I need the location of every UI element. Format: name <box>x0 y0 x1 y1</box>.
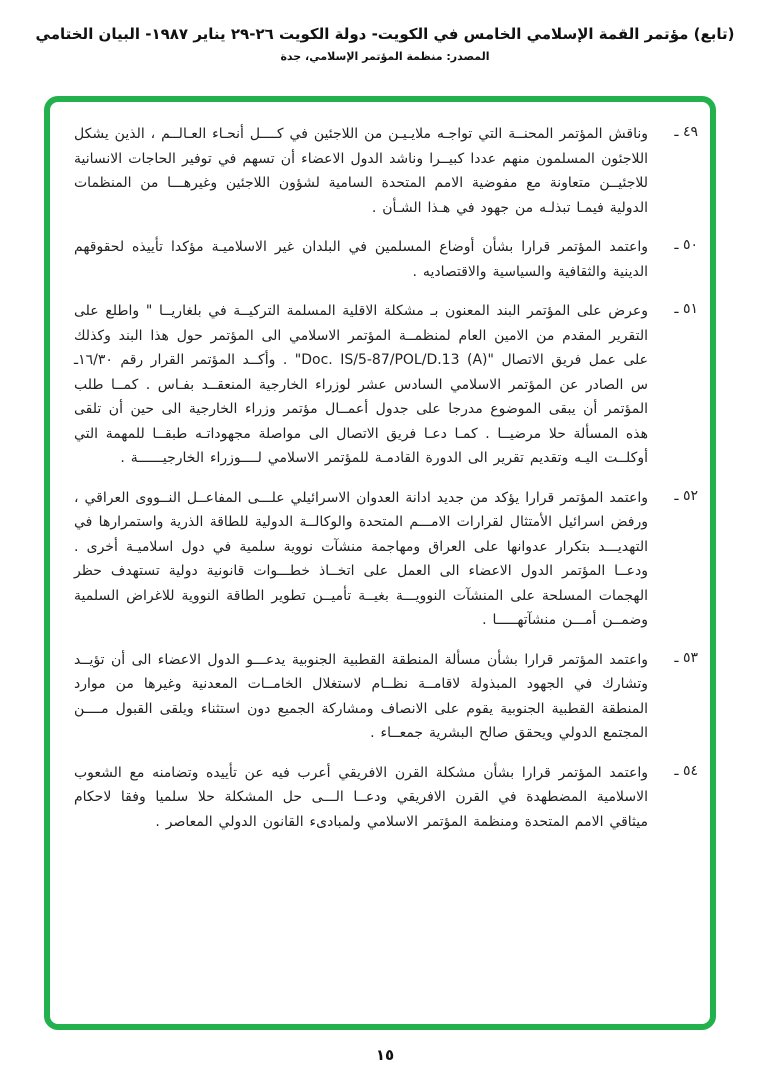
paragraph-text: وناقش المؤتمر المحنــة التي تواجـه ملايـيـن من اللاجئين في كــــل أنحـاء العـالــم ، الذين يشكل اللاجئون المسلمون منهم عددا كبيــرا وناشد الدول الاعضاء أن تسهم في توفير الحاجات الانسانية للاجئيــن متعاونة مع مفوضية الامم المتحدة السامية لشؤون اللاجئين وغيرهـــا من المنظمات الدولية فيمـا تبذلـه من جهود في هـذا الشـأن . <box>74 126 648 216</box>
document-frame <box>44 96 716 1030</box>
paragraph-number: ٤٩ ـ <box>674 124 698 140</box>
document-header <box>0 0 770 63</box>
paragraph-text: واعتمد المؤتمر قرارا بشأن أوضاع المسلمين في البلدان غير الاسلاميـة مؤكدا تأييذه لحقوقهم الدينية والثقافية والسياسية والاقتصاديه . <box>74 239 648 280</box>
paragraph-number: ٥٢ ـ <box>674 487 698 504</box>
paragraph-item-53 <box>66 648 698 746</box>
paragraph-item-54 <box>66 761 698 835</box>
paragraph-number: ٥٤ ـ <box>674 762 698 779</box>
paragraph-number: ٥١ ـ <box>674 301 698 317</box>
paragraph-item-51 <box>66 299 698 471</box>
page-number: ١٥ <box>375 1046 395 1064</box>
paragraph-text: واعتمد المؤتمر قرارا يؤكد من جديد ادانة العدوان الاسرائيلي علـــى المفاعــل النــووى العراقي ، ورفض اسرائيل الأمتثال لقرارات الامـــم المتحدة والوكالــة الدولية للطاقة الذرية واستمرارها في التهديـــد بتكرار عدوانها على العراق ومهاجمة منشآت نووية سلمية في دول اسلاميـة أخرى . ودعــا المؤتمر الدول الاعضاء الى العمل على اتخــاذ خطـــوات قانونية دولية تستهدف حظر الهجمات المسلحة على المنشآت النوويـــة بغيــة تأميــن تطوير الطاقة النووية للاغراض السلمية وضمــن أمـــن منشآتهـــــا . <box>74 489 648 628</box>
paragraph-item-49 <box>66 122 698 220</box>
paragraph-number: ٥٠ ـ <box>674 237 698 253</box>
source-line: المصدر: منظمة المؤتمر الإسلامي، جدة <box>280 50 490 63</box>
paragraph-number: ٥٣ ـ <box>674 649 698 666</box>
page-title: (تابع) مؤتمر القمة الإسلامي الخامس في الكويت- دولة الكويت ‎٢٦-٢٩‎ يناير ١٩٨٧- البيان الختامي <box>35 25 735 43</box>
paragraph-text: واعتمد المؤتمر قرارا بشأن مسألة المنطقة القطبية الجنوبية يدعـــو الدول الاعضاء الى أن تؤيــد وتشارك في الجهود المبذولة لاقامــة نظــام لاستغلال الخامــات المعدنية وغيرها من موارد المنطقة القطبية الجنوبية يقوم على الانصاف ومشاركة الجميع دون استثناء ويلقى القبول مــــن المجتمع الدولي ويحقق صالح البشرية جمعــاء . <box>74 651 648 741</box>
paragraph-item-50 <box>66 235 698 284</box>
paragraph-text: وعرض على المؤتمر البند المعنون بـ مشكلة الاقلية المسلمة التركيــة في بلغاريــا " واطلع على التقرير المقدم من الامين العام لمنظمــة المؤتمر الاسلامي الى المؤتمر حول هذا البند وكذلك على عمل فريق الاتصال "Doc. IS/5-87/POL/D.13 (A)" . وأكــد المؤتمر القرار رقم ١٦/٣٠ـ س الصادر عن المؤتمر الاسلامي السادس عشر لوزراء الخارجية المنعقــد بفـاس . كمــا طلب المؤتمر أن يبقى الموضوع مدرجا على جدول أعمــال مؤتمر وزراء الخارجية الى حين أن تلقى هذه المسألة حلا مرضيــا . كمـا دعـا فريق الاتصال الى مواصلة مجهوداتـه طبقــا للمهمة التي أوكلــت اليـه وتقديم تقرير الى الدورة القادمـة للمؤتمر الاسلامي لــــوزراء الخارجيــــــة . <box>74 303 648 466</box>
paragraph-item-52 <box>66 486 698 633</box>
paragraph-text: واعتمد المؤتمر قرارا بشأن مشكلة القرن الافريقي أعرب فيه عن تأييده وتضامنه مع الشعوب الاسلامية المضطهدة في القرن الافريقي ودعــا الـــى حل المشكلة حلا سلميا وفقا لاحكام ميثاقي الامم المتحدة ومنظمة المؤتمر الاسلامي ولمبادىء القانون الدولي المعاصر . <box>74 764 648 830</box>
